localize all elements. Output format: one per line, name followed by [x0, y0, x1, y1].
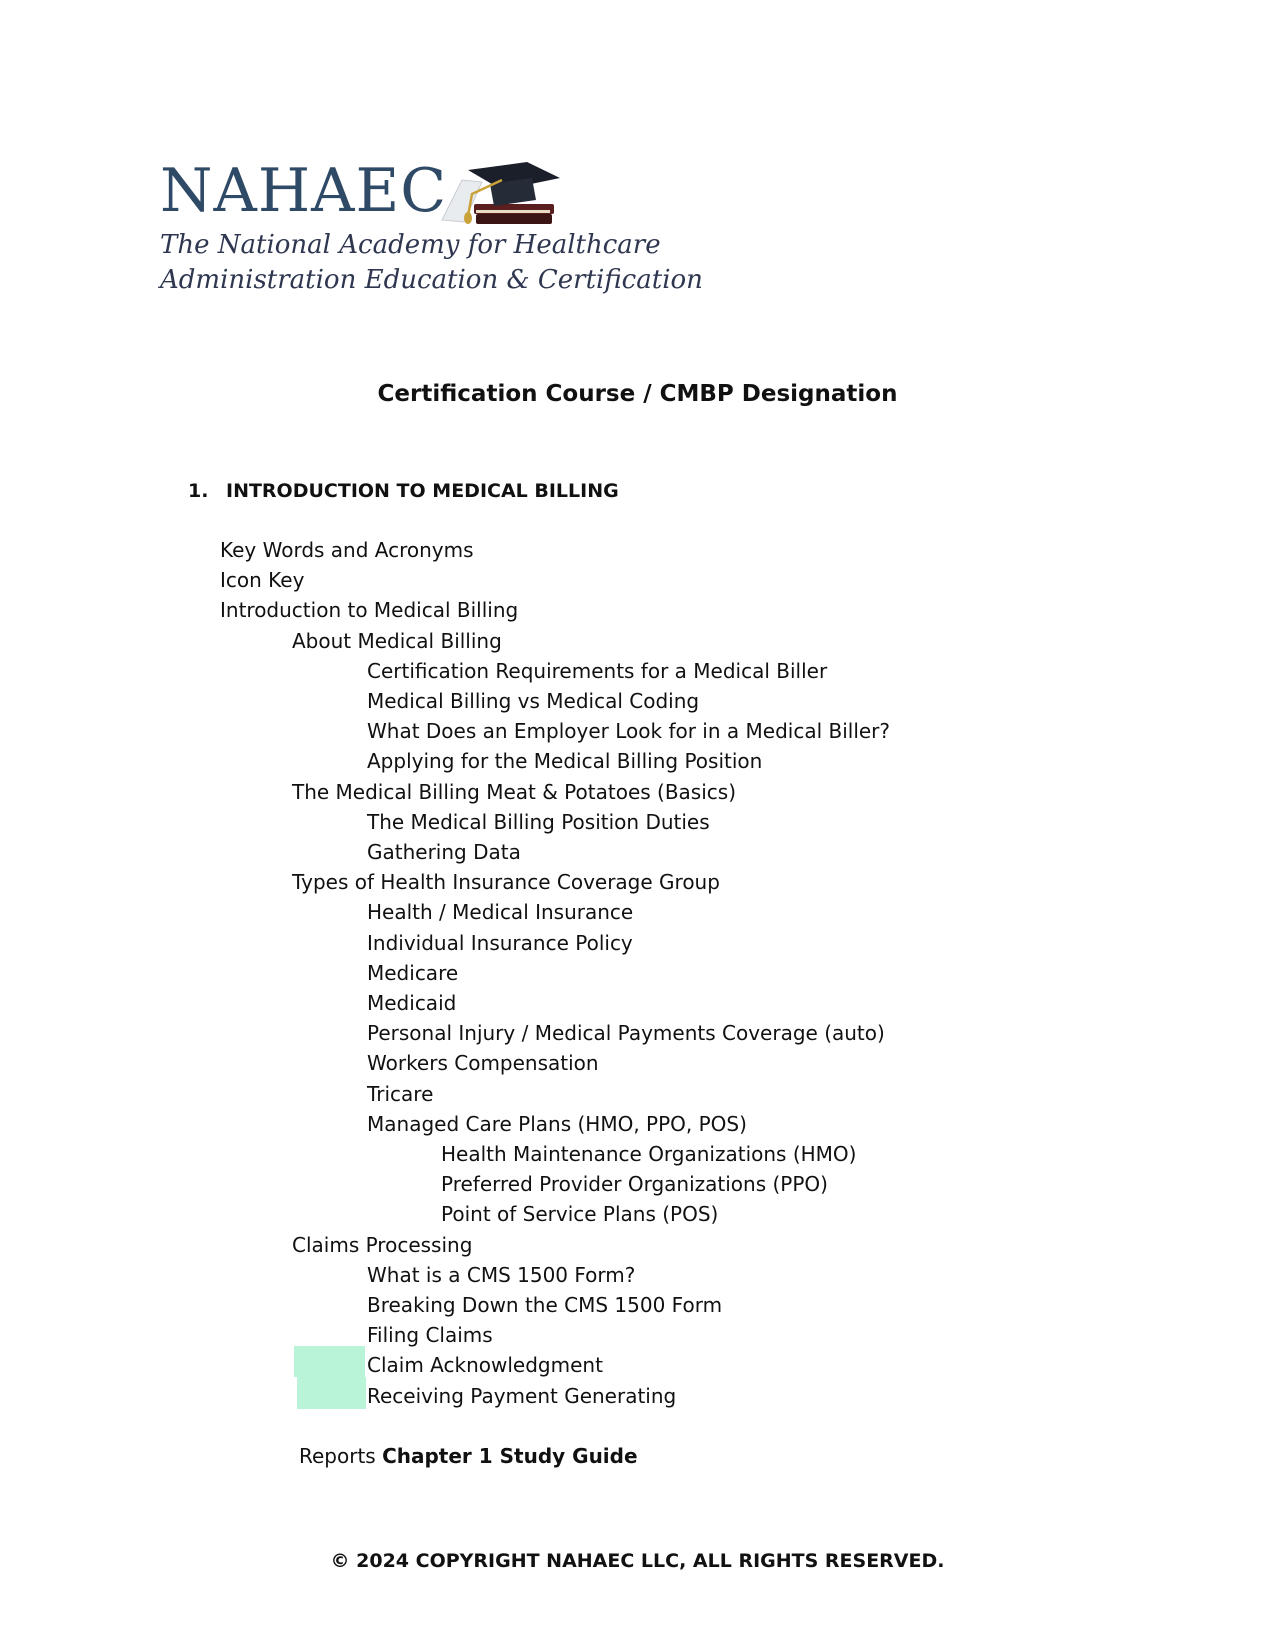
toc-entry: Key Words and Acronyms: [220, 538, 474, 562]
chapter-heading: [188, 480, 619, 502]
document-title: Certification Course / CMBP Designation: [377, 381, 898, 407]
graduation-cap-books-icon: [432, 160, 562, 230]
copyright-notice: © 2024 COPYRIGHT NAHAEC LLC, ALL RIGHTS RESERVED.: [330, 1550, 945, 1572]
toc-entry: The Medical Billing Position Duties: [367, 810, 710, 834]
highlight-mark: [294, 1346, 365, 1377]
toc-entry: Gathering Data: [367, 840, 521, 864]
toc-entry: Certification Requirements for a Medical Biller: [367, 659, 828, 683]
logo-tagline-line-1: The National Academy for Healthcare: [160, 230, 661, 260]
study-guide-label: Chapter 1 Study Guide: [382, 1444, 638, 1468]
toc-entry: About Medical Billing: [292, 629, 502, 653]
toc-entry: Health Maintenance Organizations (HMO): [441, 1142, 857, 1166]
toc-entry: Managed Care Plans (HMO, PPO, POS): [367, 1112, 747, 1136]
toc-entry: Workers Compensation: [367, 1051, 599, 1075]
nahaec-logo: [160, 156, 703, 298]
toc-entry: The Medical Billing Meat & Potatoes (Basics): [292, 780, 736, 804]
toc-entry: Preferred Provider Organizations (PPO): [441, 1172, 828, 1196]
toc-entry: What Does an Employer Look for in a Medical Biller?: [367, 719, 891, 743]
toc-entry: Health / Medical Insurance: [367, 900, 634, 924]
toc-entry: What is a CMS 1500 Form?: [367, 1263, 636, 1287]
toc-entry: Receiving Payment Generating: [367, 1384, 677, 1408]
toc-entry: Filing Claims: [367, 1323, 493, 1347]
toc-entry: Individual Insurance Policy: [367, 931, 633, 955]
toc-entry: Claim Acknowledgment: [367, 1353, 603, 1377]
toc-entry: Personal Injury / Medical Payments Coverage (auto): [367, 1021, 885, 1045]
toc-entry: Breaking Down the CMS 1500 Form: [367, 1293, 723, 1317]
toc-entry: Claims Processing: [292, 1233, 473, 1257]
toc-entry: Medicare: [367, 961, 459, 985]
toc-entry: Introduction to Medical Billing: [220, 598, 519, 622]
chapter-number: 1.: [188, 480, 209, 502]
toc-entry: Icon Key: [220, 568, 305, 592]
toc-entry: Tricare: [367, 1082, 434, 1106]
toc-last-line: [299, 1444, 638, 1468]
reports-label: Reports: [299, 1444, 383, 1468]
toc-entry: Applying for the Medical Billing Position: [367, 749, 763, 773]
toc-entry: Types of Health Insurance Coverage Group: [292, 870, 720, 894]
toc-entry: Point of Service Plans (POS): [441, 1202, 719, 1226]
chapter-title: INTRODUCTION TO MEDICAL BILLING: [226, 480, 619, 502]
toc-entry: Medical Billing vs Medical Coding: [367, 689, 700, 713]
toc-entry: Medicaid: [367, 991, 457, 1015]
highlight-mark: [297, 1377, 366, 1409]
logo-tagline-line-2: Administration Education & Certification: [160, 265, 703, 295]
logo-wordmark: NAHAEC: [160, 156, 448, 226]
